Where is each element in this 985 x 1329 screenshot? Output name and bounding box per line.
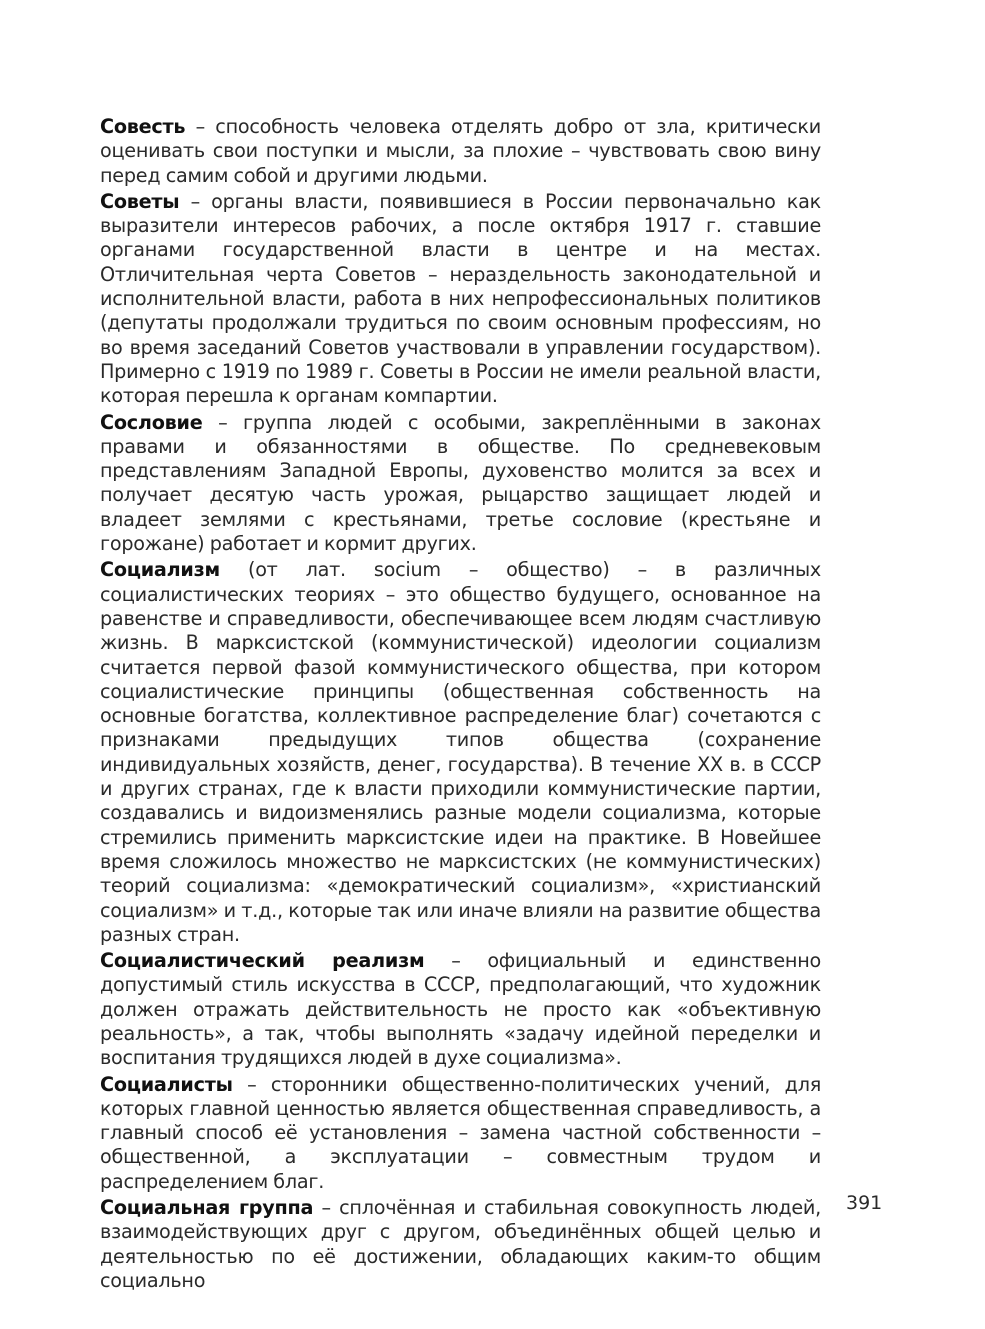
glossary-term: Сословие (100, 410, 203, 434)
glossary-term: Социальная группа (100, 1196, 314, 1220)
glossary-entry-socializm (100, 558, 821, 947)
glossary-entry-socialisty (100, 1073, 821, 1194)
glossary-definition: (от лат. socium – общество) – в различных социалистических теориях – это общество будущего, основанное на равенстве и справедливости, обеспечивающее всем людям счастливую жизнь. В марксистской (коммунистической) идеологии социализм считается первой фазой коммунистического общества, при котором социалистические принципы (общественная собственность на основные богатства, коллективное распределение благ) сочетаются с признаками предыдущих типов общества (сохранение индивидуальных хозяйств, денег, государства). В течение XX в. в СССР и других странах, где к власти приходили коммунистические партии, создавались и видоизменялись разные модели социализма, которые стремились применить марксистские идеи на практике. В Новейшее время сложилось множество не марксистских (не коммунистических) теорий социализма: «демократический социализм», «христианский социализм» и т.д., которые так или иначе влияли на развитие общества разных стран. (100, 558, 821, 946)
glossary-definition: – органы власти, появившиеся в России первоначально как выразители интересов рабочих, а после октября 1917 г. ставшие органами государственной власти в центре и на местах. Отличительная черта Советов – нераздельность законодательной и исполнительной власти, работа в них непрофессиональных политиков (депутаты продолжали трудиться по своим основным профессиям, но во время заседаний Советов участвовали в управлении государством). Примерно с 1919 по 1989 г. Советы в России не имели реальной власти, которая перешла к органам компартии. (100, 189, 821, 408)
glossary-entry-socrealizm (100, 949, 821, 1070)
glossary-definition: – сторонники общественно-политических учений, для которых главной ценностью является общественная справедливость, а главный способ её установления – замена частной собственности – общественной, а эксплуатации – совместным трудом и распределением благ. (100, 1072, 821, 1193)
glossary-term: Советы (100, 189, 180, 213)
glossary-entry-soslovie (100, 411, 821, 557)
glossary-definition: – группа людей с особыми, закреплёнными в законах правами и обязанностями в обществе. По средневековым представлениям Западной Европы, духовенство молится за всех и получает десятую часть урожая, рыцарство защищает людей и владеет землями с крестьянами, третье сословие (крестьяне и горожане) работает и кормит других. (100, 410, 821, 556)
glossary-term: Социалисты (100, 1072, 233, 1096)
glossary-definition: – официальный и единственно допустимый стиль искусства в СССР, предполагающий, что художник должен отражать действительность не просто как «объективную реальность», а так, чтобы выполнять «задачу идейной переделки и воспитания трудящихся людей в духе социализма». (100, 949, 821, 1070)
glossary-term: Совесть (100, 115, 186, 138)
page-number: 391 (846, 1192, 883, 1214)
glossary-term: Социализм (100, 558, 220, 582)
glossary-entry-sovest (100, 115, 821, 188)
glossary-term: Социалистический реализм (100, 949, 425, 973)
glossary-entry-sovety (100, 190, 821, 409)
glossary-definition: – способность человека отделять добро от зла, критически оценивать свои поступки и мысли, за плохие – чувствовать свою вину перед самим собой и другими людьми. (100, 115, 821, 187)
glossary-text (100, 115, 821, 1295)
glossary-definition: – сплочённая и стабильная совокупность людей, взаимодействующих друг с другом, объединённых общей целью и деятельностью по её достижении, обладающих каким-то общим социально (100, 1196, 821, 1292)
glossary-entry-socialnaya-gruppa (100, 1196, 821, 1293)
